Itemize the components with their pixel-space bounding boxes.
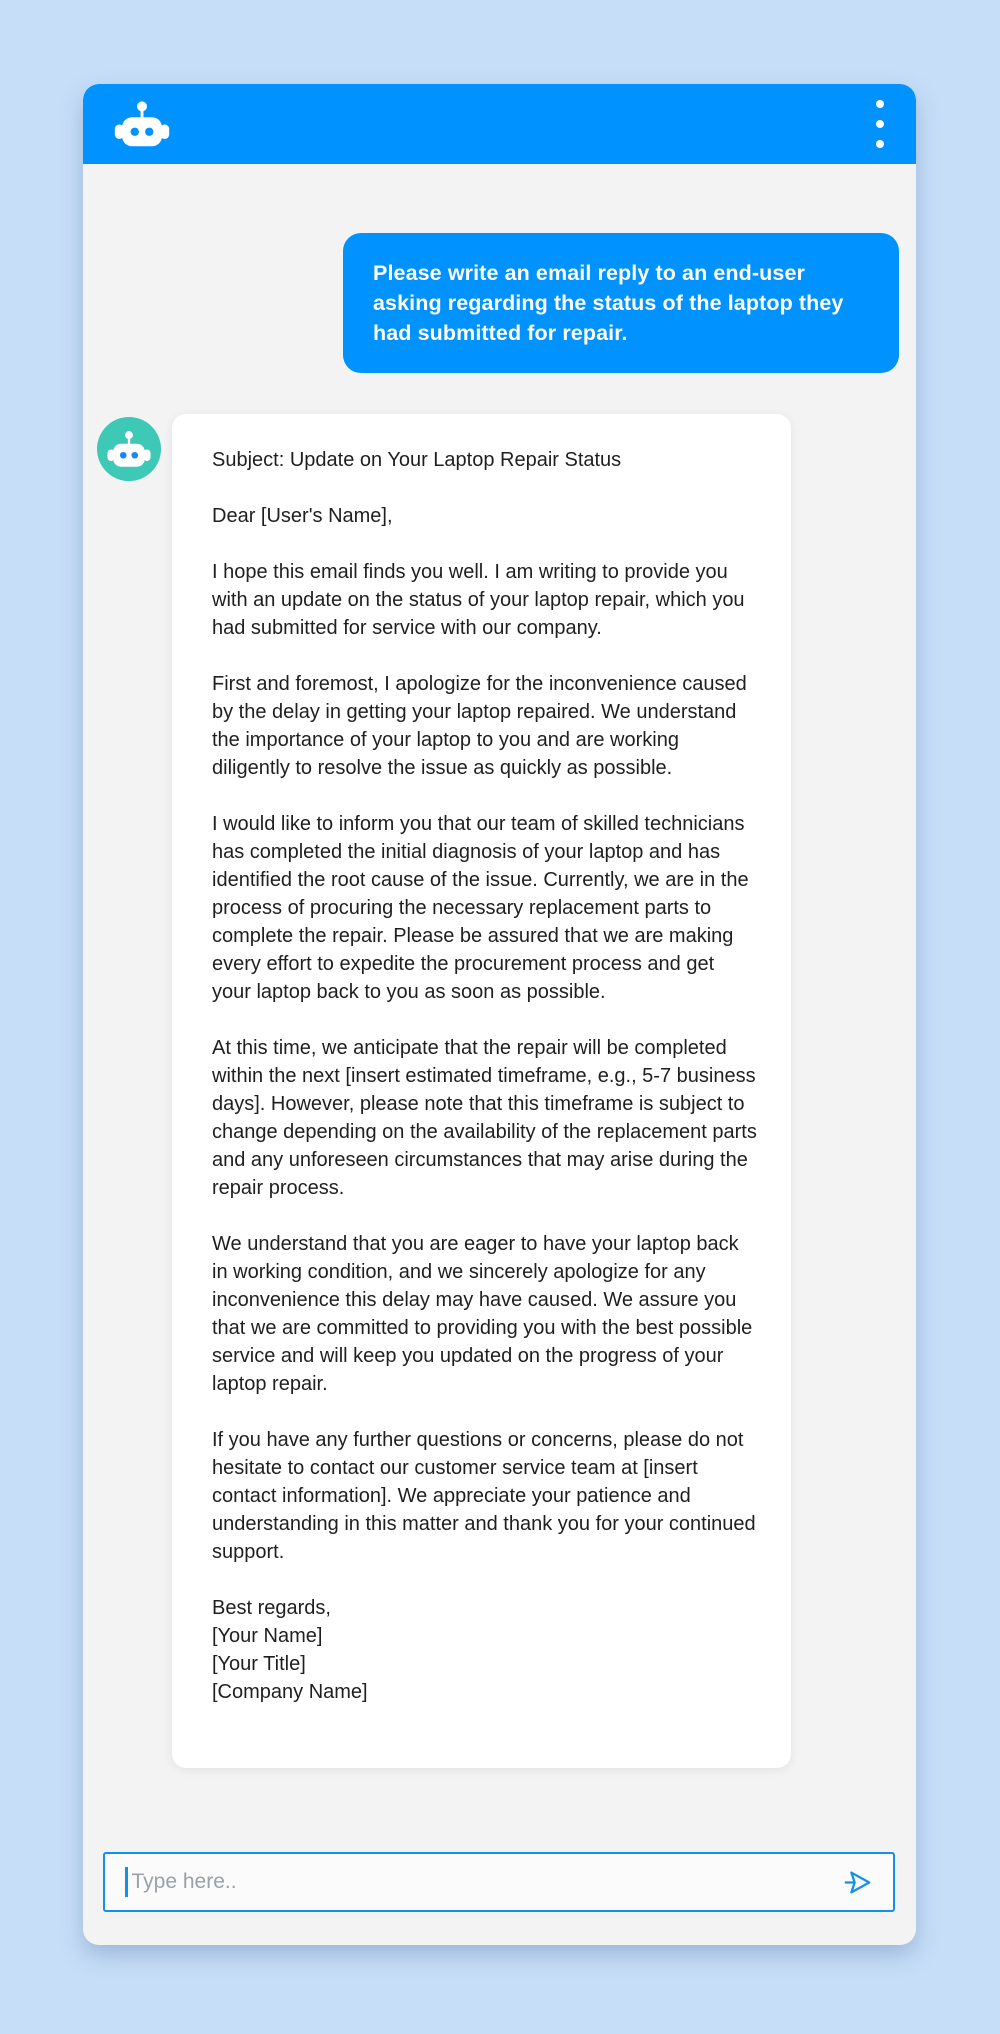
email-paragraph: At this time, we anticipate that the repair will be completed within the next [insert estimated timeframe, e.g., 5-7 business days]. However, please note that this timeframe is subject to change depending on the availability of the replacement parts and any unforeseen circumstances that may arise during the repair process. (212, 1037, 757, 1199)
email-signature-line: Best regards, (212, 1597, 331, 1619)
user-message-bubble (343, 233, 899, 373)
robot-icon (106, 430, 152, 469)
send-icon (841, 1868, 873, 1897)
composer (103, 1852, 895, 1912)
email-signature-line: [Company Name] (212, 1681, 368, 1703)
email-greeting: Dear [User's Name], (212, 505, 393, 527)
kebab-menu-icon[interactable] (874, 96, 886, 152)
email-paragraph: First and foremost, I apologize for the inconvenience caused by the delay in getting your laptop repaired. We understand the importance of your laptop to you and are working diligently to resolve the issue as quickly as possible. (212, 673, 747, 779)
chat-header (83, 84, 916, 164)
email-signature (212, 1594, 757, 1706)
bot-avatar (97, 417, 161, 481)
chat-window (83, 84, 916, 1945)
email-paragraph: We understand that you are eager to have your laptop back in working condition, and we sincerely apologize for any inconvenience this delay may have caused. We assure you that we are committed to providing you with the best possible service and will keep you updated on the progress of your laptop repair. (212, 1233, 753, 1395)
email-subject: Subject: Update on Your Laptop Repair Status (212, 449, 622, 471)
chat-body (83, 233, 916, 1768)
email-paragraph: I would like to inform you that our team of skilled technicians has completed the initial diagnosis of your laptop and has identified the root cause of the issue. Currently, we are in the process of procuring the necessary replacement parts to complete the repair. Please be assured that we are making every effort to expedite the procurement process and get your laptop back to you as soon as possible. (212, 813, 749, 1003)
bot-message-row (83, 414, 916, 1768)
bot-message-card (172, 414, 791, 1768)
email-signature-line: [Your Title] (212, 1653, 306, 1675)
message-input[interactable] (128, 1854, 834, 1910)
email-paragraph: If you have any further questions or concerns, please do not hesitate to contact our customer service team at [insert contact information]. We appreciate your patience and understanding in this matter and thank you for your continued support. (212, 1429, 756, 1563)
email-signature-line: [Your Name] (212, 1625, 323, 1647)
email-paragraph: I hope this email finds you well. I am writing to provide you with an update on the status of your laptop repair, which you had submitted for service with our company. (212, 561, 745, 639)
robot-icon (113, 100, 171, 149)
user-message-text: Please write an email reply to an end-user asking regarding the status of the laptop they had submitted for repair. (373, 261, 844, 345)
send-button[interactable] (833, 1854, 893, 1910)
